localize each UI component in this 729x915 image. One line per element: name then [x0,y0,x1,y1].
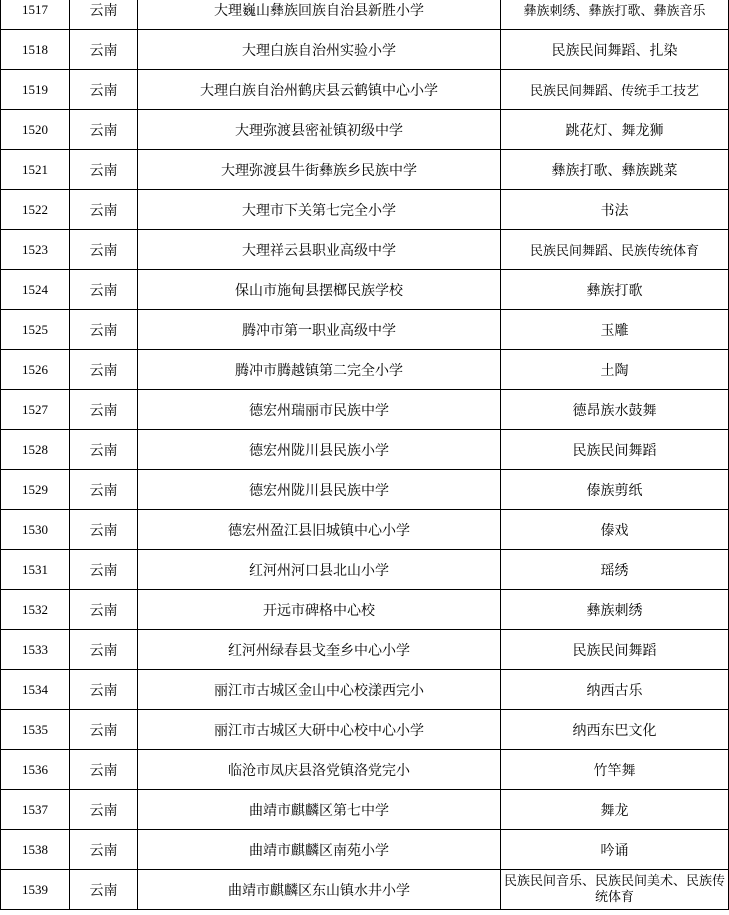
school-name-cell: 红河州河口县北山小学 [138,550,501,590]
province-cell: 云南 [70,230,138,270]
province-cell: 云南 [70,0,138,30]
row-number: 1534 [1,670,70,710]
school-name-cell: 德宏州陇川县民族小学 [138,430,501,470]
project-cell: 玉雕 [501,310,729,350]
row-number: 1525 [1,310,70,350]
school-name-cell: 红河州绿春县戈奎乡中心小学 [138,630,501,670]
province-cell: 云南 [70,510,138,550]
row-number: 1524 [1,270,70,310]
row-number: 1538 [1,830,70,870]
row-number: 1536 [1,750,70,790]
table-row [1,110,729,150]
school-name-cell: 丽江市古城区金山中心校漾西完小 [138,670,501,710]
school-name-cell: 大理巍山彝族回族自治县新胜小学 [138,0,501,30]
table-row [1,550,729,590]
project-cell: 彝族打歌 [501,270,729,310]
row-number: 1535 [1,710,70,750]
province-cell: 云南 [70,710,138,750]
table-row [1,430,729,470]
school-name-cell: 保山市施甸县摆榔民族学校 [138,270,501,310]
province-cell: 云南 [70,70,138,110]
province-cell: 云南 [70,270,138,310]
table-row [1,590,729,630]
row-number: 1526 [1,350,70,390]
school-name-cell: 腾冲市第一职业高级中学 [138,310,501,350]
row-number: 1532 [1,590,70,630]
project-cell: 德昂族水鼓舞 [501,390,729,430]
project-cell: 吟诵 [501,830,729,870]
row-number: 1522 [1,190,70,230]
table-row [1,470,729,510]
province-cell: 云南 [70,790,138,830]
province-cell: 云南 [70,390,138,430]
project-cell: 书法 [501,190,729,230]
province-cell: 云南 [70,30,138,70]
row-number: 1520 [1,110,70,150]
project-cell: 民族民间舞蹈、扎染 [501,30,729,70]
province-cell: 云南 [70,750,138,790]
school-name-cell: 曲靖市麒麟区东山镇水井小学 [138,870,501,910]
table-row [1,150,729,190]
province-cell: 云南 [70,630,138,670]
project-cell: 纳西东巴文化 [501,710,729,750]
row-number: 1531 [1,550,70,590]
table-row [1,870,729,910]
table-body [1,0,729,910]
project-cell: 民族民间舞蹈 [501,630,729,670]
table-row [1,790,729,830]
row-number: 1523 [1,230,70,270]
table-row [1,350,729,390]
province-cell: 云南 [70,310,138,350]
table-row [1,390,729,430]
school-name-cell: 德宏州盈江县旧城镇中心小学 [138,510,501,550]
province-cell: 云南 [70,470,138,510]
table-row [1,70,729,110]
table-row [1,750,729,790]
project-cell: 纳西古乐 [501,670,729,710]
project-cell: 民族民间舞蹈、民族传统体育 [501,230,729,270]
project-cell: 傣族剪纸 [501,470,729,510]
school-name-cell: 临沧市凤庆县洛党镇洛党完小 [138,750,501,790]
row-number: 1537 [1,790,70,830]
row-number: 1521 [1,150,70,190]
project-cell: 民族民间舞蹈、传统手工技艺 [501,70,729,110]
province-cell: 云南 [70,350,138,390]
table-row [1,270,729,310]
school-name-cell: 德宏州瑞丽市民族中学 [138,390,501,430]
project-cell: 跳花灯、舞龙狮 [501,110,729,150]
table-row [1,310,729,350]
school-name-cell: 曲靖市麒麟区第七中学 [138,790,501,830]
school-name-cell: 丽江市古城区大研中心校中心小学 [138,710,501,750]
project-cell: 民族民间舞蹈 [501,430,729,470]
table-row [1,670,729,710]
province-cell: 云南 [70,550,138,590]
project-cell: 傣戏 [501,510,729,550]
row-number: 1539 [1,870,70,910]
province-cell: 云南 [70,110,138,150]
row-number: 1517 [1,0,70,30]
province-cell: 云南 [70,430,138,470]
province-cell: 云南 [70,830,138,870]
table-row [1,510,729,550]
school-name-cell: 曲靖市麒麟区南苑小学 [138,830,501,870]
province-cell: 云南 [70,190,138,230]
project-cell: 瑶绣 [501,550,729,590]
table-row [1,30,729,70]
table-row [1,710,729,750]
project-cell: 彝族打歌、彝族跳菜 [501,150,729,190]
table-row [1,830,729,870]
school-name-cell: 大理弥渡县牛街彝族乡民族中学 [138,150,501,190]
school-name-cell: 大理市下关第七完全小学 [138,190,501,230]
school-name-cell: 德宏州陇川县民族中学 [138,470,501,510]
table-row [1,630,729,670]
row-number: 1530 [1,510,70,550]
province-cell: 云南 [70,670,138,710]
row-number: 1528 [1,430,70,470]
school-name-cell: 腾冲市腾越镇第二完全小学 [138,350,501,390]
province-cell: 云南 [70,870,138,910]
project-cell: 彝族刺绣、彝族打歌、彝族音乐 [501,0,729,30]
school-name-cell: 开远市碑格中心校 [138,590,501,630]
school-name-cell: 大理白族自治州实验小学 [138,30,501,70]
province-cell: 云南 [70,150,138,190]
school-name-cell: 大理弥渡县密祉镇初级中学 [138,110,501,150]
project-cell: 舞龙 [501,790,729,830]
project-cell: 竹竿舞 [501,750,729,790]
row-number: 1533 [1,630,70,670]
school-name-cell: 大理白族自治州鹤庆县云鹤镇中心小学 [138,70,501,110]
project-cell: 土陶 [501,350,729,390]
school-name-cell: 大理祥云县职业高级中学 [138,230,501,270]
row-number: 1529 [1,470,70,510]
project-cell: 彝族刺绣 [501,590,729,630]
table-row [1,230,729,270]
table-row [1,190,729,230]
row-number: 1527 [1,390,70,430]
province-cell: 云南 [70,590,138,630]
table-row [1,0,729,30]
row-number: 1519 [1,70,70,110]
project-cell: 民族民间音乐、民族民间美术、民族传统体育 [501,870,729,910]
row-number: 1518 [1,30,70,70]
